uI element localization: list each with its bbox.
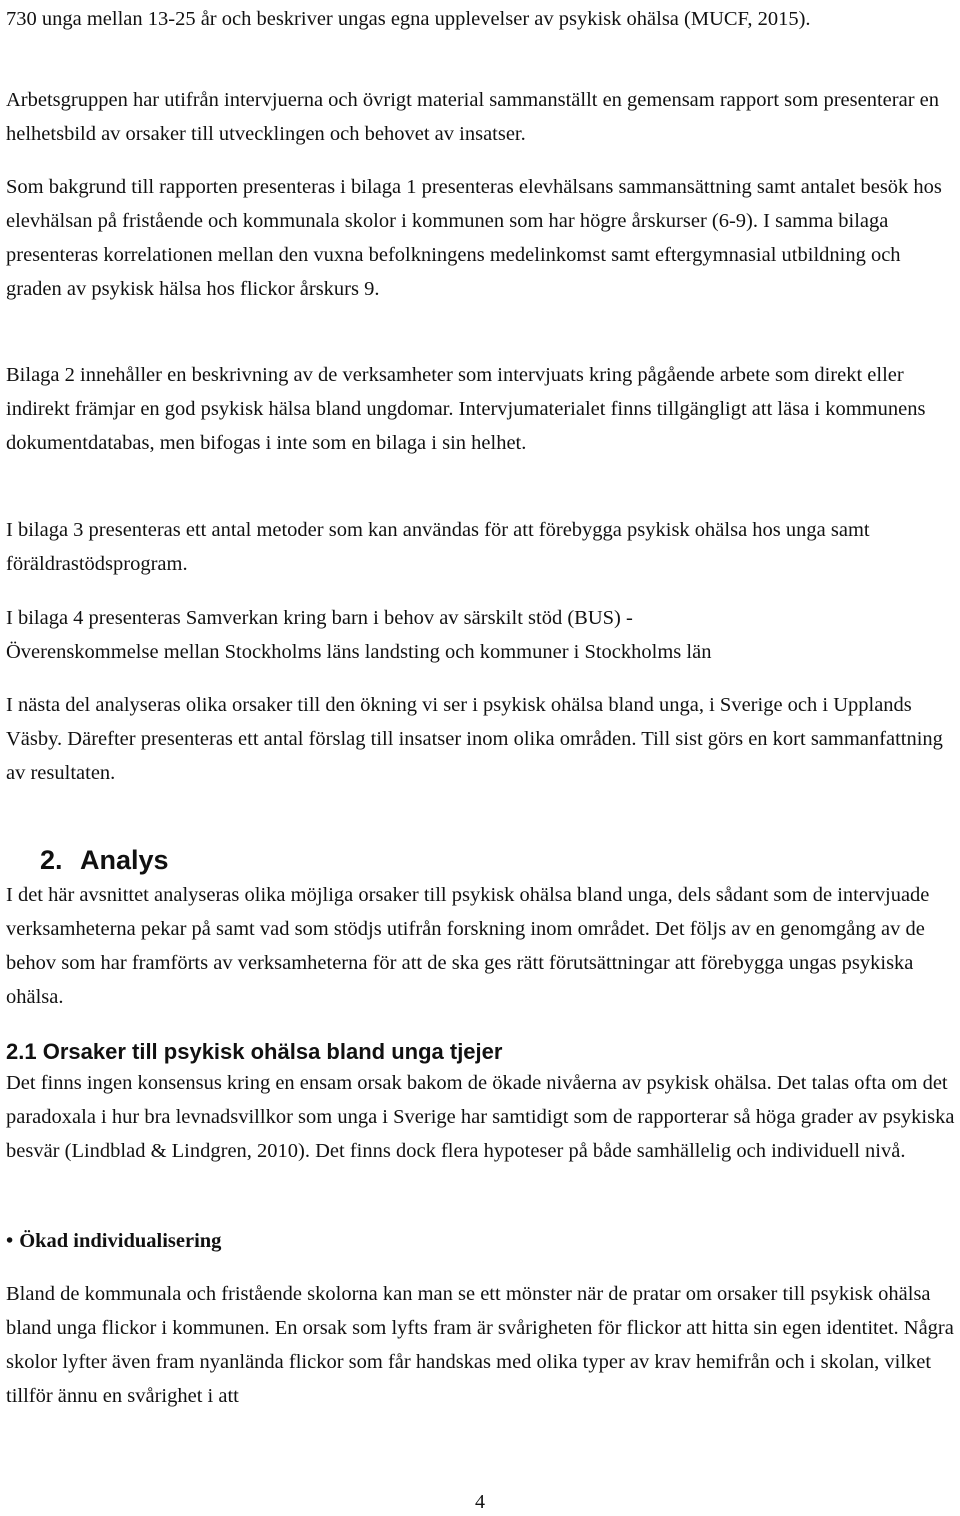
paragraph-mucf-survey: 730 unga mellan 13-25 år och beskriver ungas egna upplevelser av psykisk ohälsa (MUCF, 2015).: [6, 8, 811, 30]
page-number: 4: [475, 1491, 485, 1513]
paragraph-appendix-4-line-2: Överenskommelse mellan Stockholms läns landsting och kommuner i Stockholms län: [6, 641, 712, 663]
paragraph-appendix-4: [6, 601, 956, 669]
section-number: 2.: [40, 845, 63, 875]
paragraph-appendix-4-line-1: I bilaga 4 presenteras Samverkan kring barn i behov av särskilt stöd (BUS) -: [6, 607, 633, 629]
subsection-title: Orsaker till psykisk ohälsa bland unga tjejer: [42, 1039, 503, 1064]
paragraph-next-part: I nästa del analyseras olika orsaker till den ökning vi ser i psykisk ohälsa bland unga, i Sverige och i Upplands Väsby. Därefter presenteras ett antal förslag till insatser inom olika områden. Till sist görs en kort sammanfattning av resultaten.: [6, 694, 943, 784]
paragraph-no-consensus: Det finns ingen konsensus kring en ensam orsak bakom de ökade nivåerna av psykisk ohälsa. Det talas ofta om det paradoxala i hur bra levnadsvillkor som unga i Sverige har samtidigt som de rapporterar så höga grader av psykiska besvär (Lindblad & Lindgren, 2010). Det finns dock flera hypoteser på både samhällelig och individuell nivå.: [6, 1072, 955, 1162]
paragraph-schools-pattern: Bland de kommunala och fristående skolorna kan man se ett mönster när de pratar om orsaker till psykisk ohälsa bland unga flickor i kommunen. En orsak som lyfts fram är svårigheten för flickor att hitta sin egen identitet. Några skolor lyfter även fram nyanlända flickor som får handskas med olika typer av krav hemifrån och i skolan, vilket tillför ännu en svårighet i att: [6, 1283, 954, 1407]
bullet-heading-individualisering: [6, 1224, 221, 1258]
section-title: Analys: [80, 845, 169, 875]
subsection-number: 2.1: [6, 1039, 37, 1064]
paragraph-working-group: Arbetsgruppen har utifrån intervjuerna och övrigt material sammanställt en gemensam rapport som presenterar en helhetsbild av orsaker till utvecklingen och behovet av insatser.: [6, 89, 939, 145]
section-heading-analys: [40, 841, 169, 879]
paragraph-appendix-3: I bilaga 3 presenteras ett antal metoder som kan användas för att förebygga psykisk ohälsa hos unga samt föräldrastödsprogram.: [6, 519, 870, 575]
subsection-heading-orsaker: [6, 1036, 502, 1068]
bullet-icon: •: [6, 1230, 14, 1252]
bullet-title: Ökad individualisering: [19, 1230, 222, 1252]
paragraph-analysis-intro: I det här avsnittet analyseras olika möjliga orsaker till psykisk ohälsa bland unga, dels sådant som de intervjuade verksamheterna pekar på samt vad som stödjs utifrån forskning inom området. Det följs av en genomgång av de behov som har framförts av verksamheterna för att de ska ges rätt förutsättningar att förebygga ungas psykiska ohälsa.: [6, 884, 930, 1008]
paragraph-appendix-2: Bilaga 2 innehåller en beskrivning av de verksamheter som intervjuats kring pågående arbete som direkt eller indirekt främjar en god psykisk hälsa bland ungdomar. Intervjumaterialet finns tillgängligt att läsa i kommunens dokumentdatabas, men bifogas i inte som en bilaga i sin helhet.: [6, 364, 926, 454]
paragraph-appendix-1: Som bakgrund till rapporten presenteras i bilaga 1 presenteras elevhälsans sammansättning samt antalet besök hos elevhälsan på fristående och kommunala skolor i kommunen som har högre årskurser (6-9). I samma bilaga presenteras korrelationen mellan den vuxna befolkningens medelinkomst samt eftergymnasial utbildning och graden av psykisk hälsa hos flickor årskurs 9.: [6, 176, 942, 300]
